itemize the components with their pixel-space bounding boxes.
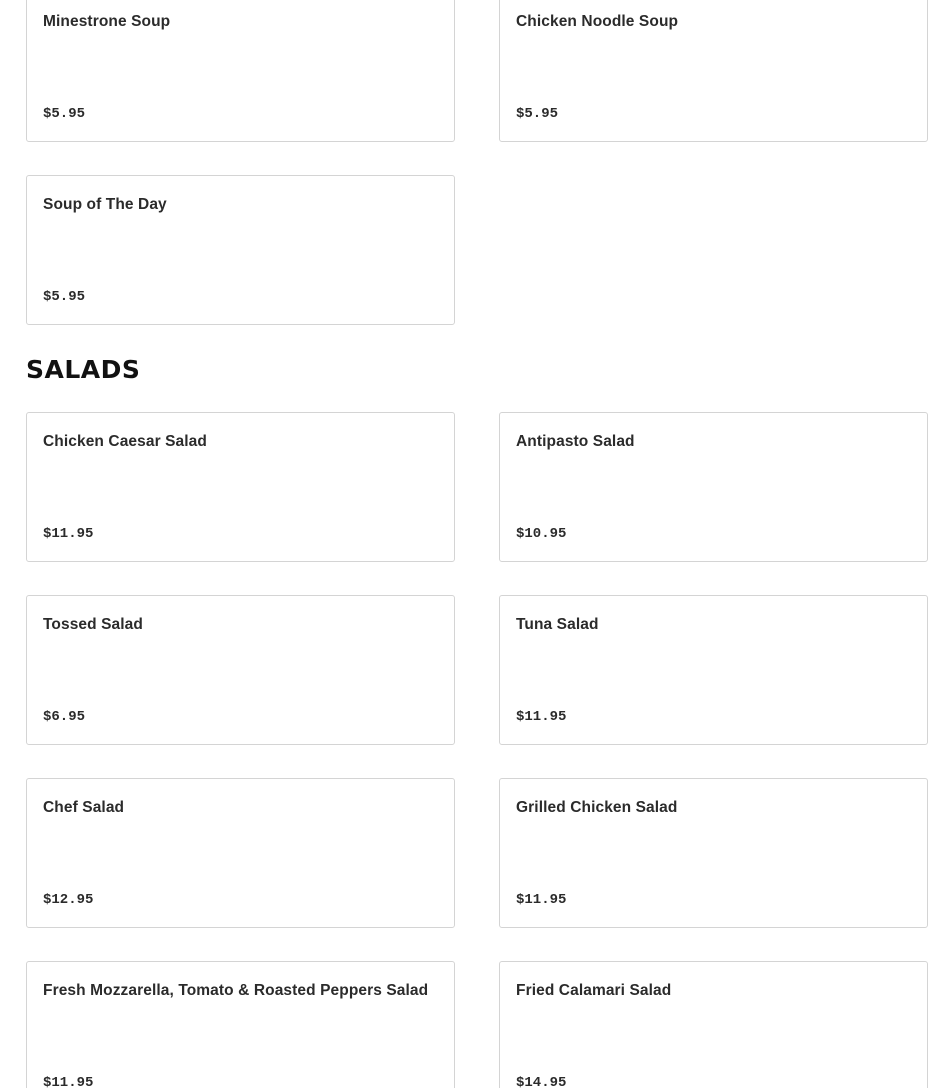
menu-item-card-antipasto-salad[interactable] <box>499 412 928 562</box>
menu-item-price: $11.95 <box>516 892 567 908</box>
menu-item-price: $5.95 <box>43 106 86 122</box>
menu-item-price: $11.95 <box>516 709 567 725</box>
menu-item-card-tossed-salad[interactable] <box>26 595 455 745</box>
menu-item-name: Chicken Noodle Soup <box>516 13 679 30</box>
menu-item-card-chicken-noodle-soup[interactable] <box>499 0 928 142</box>
section-title-salads: SALADS <box>26 355 141 384</box>
menu-item-price: $12.95 <box>43 892 94 908</box>
menu-item-price: $11.95 <box>43 526 94 542</box>
menu-item-card-fried-calamari-salad[interactable] <box>499 961 928 1088</box>
menu-item-name: Chicken Caesar Salad <box>43 433 207 450</box>
menu-item-card-chicken-caesar-salad[interactable] <box>26 412 455 562</box>
menu-item-price: $6.95 <box>43 709 86 725</box>
menu-item-price: $5.95 <box>43 289 86 305</box>
salads-grid <box>26 412 928 1088</box>
menu-item-name: Fried Calamari Salad <box>516 982 672 999</box>
menu-item-card-tuna-salad[interactable] <box>499 595 928 745</box>
menu-item-card-fresh-mozzarella-salad[interactable] <box>26 961 455 1088</box>
menu-item-name: Tossed Salad <box>43 616 143 633</box>
menu-item-price: $10.95 <box>516 526 567 542</box>
menu-item-name: Fresh Mozzarella, Tomato & Roasted Peppers Salad <box>43 982 429 999</box>
menu-item-price: $14.95 <box>516 1075 567 1088</box>
menu-item-name: Antipasto Salad <box>516 433 635 450</box>
menu-item-name: Tuna Salad <box>516 616 599 633</box>
menu-item-card-chef-salad[interactable] <box>26 778 455 928</box>
menu-item-name: Minestrone Soup <box>43 13 171 30</box>
menu-item-card-minestrone-soup[interactable] <box>26 0 455 142</box>
menu-item-card-grilled-chicken-salad[interactable] <box>499 778 928 928</box>
menu-item-name: Soup of The Day <box>43 196 167 213</box>
soups-grid <box>26 0 928 325</box>
menu-item-name: Chef Salad <box>43 799 125 816</box>
menu-item-card-soup-of-the-day[interactable] <box>26 175 455 325</box>
menu-item-name: Grilled Chicken Salad <box>516 799 678 816</box>
menu-item-price: $5.95 <box>516 106 559 122</box>
menu-item-price: $11.95 <box>43 1075 94 1088</box>
